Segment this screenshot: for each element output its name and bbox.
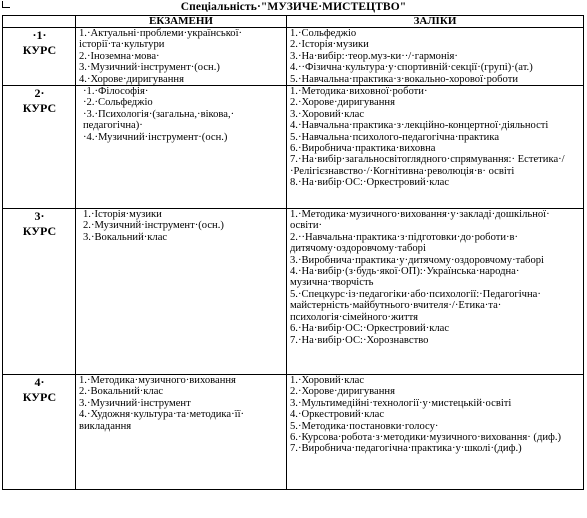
exam-item: 2.·Вокальний·клас xyxy=(79,386,164,398)
exams-cell xyxy=(76,375,287,490)
curriculum-table xyxy=(2,15,584,490)
credit-item: 4.·На·вибір·(з·будь·якої·ОП):·Українська·народна· музична·творчість xyxy=(290,266,520,289)
exam-item: 1.·Методика·музичного·виховання xyxy=(79,375,236,387)
credit-item: 3.·Хоровий·клас xyxy=(290,108,365,120)
credit-item: 4.·Навчальна·практика·з·лекційно-концертної·діяльності xyxy=(290,120,549,132)
table-row xyxy=(3,86,584,209)
credit-item: 5.·Навчальна·практика·з·вокально-хорової·роботи xyxy=(290,73,519,85)
credits-cell xyxy=(287,86,584,209)
credit-item: 3.·Виробнича·практика·у·дитячому·оздоровчому·таборі xyxy=(290,254,544,266)
credit-item: 4.··Фізична·культура·у·спортивній·секції·(групі)·(ат.) xyxy=(290,62,533,74)
course-cell xyxy=(3,209,76,375)
credits-cell xyxy=(287,209,584,375)
course-word: КУРС xyxy=(22,390,57,405)
credit-item: 1.·Хоровий·клас xyxy=(290,375,365,387)
table-body xyxy=(3,28,584,490)
course-number: 2· xyxy=(34,86,45,101)
header-course xyxy=(3,16,76,28)
credit-item: 6.·Виробнича·практика·виховна xyxy=(290,143,436,155)
exam-item: 3.·Музичний·інструмент xyxy=(79,397,191,409)
exams-list xyxy=(79,209,284,243)
exam-item: 1.·Історія·музики xyxy=(83,209,162,221)
exam-item: 2.·Іноземна·мова· xyxy=(79,50,160,62)
table-row xyxy=(3,209,584,375)
credits-list xyxy=(290,375,581,455)
table-header-row xyxy=(3,16,584,28)
course-cell xyxy=(3,375,76,490)
credit-item: 2.··Навчальна·практика·з·підготовки·до·роботи·в· дитячому·оздоровчому·таборі xyxy=(290,231,519,255)
credit-item: 2.·Історія·музики xyxy=(290,39,369,51)
exam-item: ·3.·Психологія·(загальна,·вікова,· педагогічна)· xyxy=(83,108,235,132)
course-word: КУРС xyxy=(22,224,57,239)
exams-cell xyxy=(76,209,287,375)
credit-item: 2.·Хорове·диригування xyxy=(290,386,395,398)
exam-item: ·4.·Музичний·інструмент·(осн.) xyxy=(83,131,228,143)
course-number: 3· xyxy=(34,209,45,224)
exams-list xyxy=(79,375,284,432)
exam-item: ·1.·Філософія· xyxy=(83,86,149,98)
exam-item: 3.·Вокальний·клас xyxy=(83,231,168,243)
credit-item: 1.·Методика·виховної·роботи· xyxy=(290,86,428,98)
credit-item: 3.·На·вибір:·теор.муз-ки··/·гармонія· xyxy=(290,50,458,62)
credit-item: 5.·Спецкурс·із·педагогіки·або·психології:·Педагогічна· майстерність·майбутнього·вчителя·/·Етика·та· психологія·сімейного·життя xyxy=(290,288,541,323)
header-exams: ЕКЗАМЕНИ xyxy=(76,16,287,28)
exams-list xyxy=(79,86,284,143)
credits-list xyxy=(290,28,581,85)
credit-item: 7.·Виробнича·педагогічна·практика·у·школі·(диф.) xyxy=(290,443,522,455)
course-number: ·1· xyxy=(32,28,47,42)
course-number: 4· xyxy=(34,375,45,390)
course-word: КУРС xyxy=(22,43,57,57)
credit-item: 4.·Оркестровий·клас xyxy=(290,409,385,421)
table-row xyxy=(3,375,584,490)
credit-item: 2.·Хорове·диригування xyxy=(290,97,395,109)
credits-cell xyxy=(287,28,584,86)
credit-item: 7.·На·вибір·ОС:·Хорознавство xyxy=(290,334,429,346)
credit-item: 6.·На·вибір·ОС:·Оркестровий·клас xyxy=(290,323,450,335)
credit-item: 1.·Методика·музичного·виховання·у·закладі·дошкільної· освіти· xyxy=(290,209,550,232)
header-credits: ЗАЛІКИ xyxy=(287,16,584,28)
exams-cell xyxy=(76,86,287,209)
table-row xyxy=(3,28,584,86)
credits-cell xyxy=(287,375,584,490)
page-title: Спеціальність·"МУЗИЧЕ·МИСТЕЦТВО" xyxy=(180,1,407,13)
credit-item: 7.·На·вибір·загальносвітоглядного·спрямування:· Естетика·/·Релігієзнавство·/·Когнітивна·революція·в· освіті xyxy=(290,154,565,177)
credits-list xyxy=(290,86,581,189)
exam-item: 4.·Хорове·диригування xyxy=(79,73,184,85)
exam-item: 3.·Музичний·інструмент·(осн.) xyxy=(79,62,220,74)
course-word: КУРС xyxy=(22,101,57,116)
course-cell xyxy=(3,28,76,86)
credit-item: 5.·Методика·постановки·голосу· xyxy=(290,420,439,432)
exam-item: 4.·Художня·культура·та·методика·її· викладання xyxy=(79,409,245,432)
credit-item: 5.·Навчальна·психолого-педагогічна·практика xyxy=(290,131,500,143)
exam-item: 1.·Актуальні·проблеми·української· історії·та·культури xyxy=(79,28,243,51)
credit-item: 3.·Мультимедійні·технології·у·мистецькій·освіті xyxy=(290,397,512,409)
exam-item: 2.·Музичний·інструмент·(осн.) xyxy=(83,220,224,232)
credit-item: 8.·На·вибір·ОС:·Оркестровий·клас xyxy=(290,177,450,189)
exam-item: ·2.·Сольфеджіо xyxy=(83,97,153,109)
credits-list xyxy=(290,209,581,346)
exams-list xyxy=(79,28,284,85)
course-cell xyxy=(3,86,76,209)
credit-item: 6.·Курсова·робота·з·методики·музичного·виховання· (диф.) xyxy=(290,432,562,444)
credit-item: 1.·Сольфеджіо xyxy=(290,28,357,39)
exams-cell xyxy=(76,28,287,86)
